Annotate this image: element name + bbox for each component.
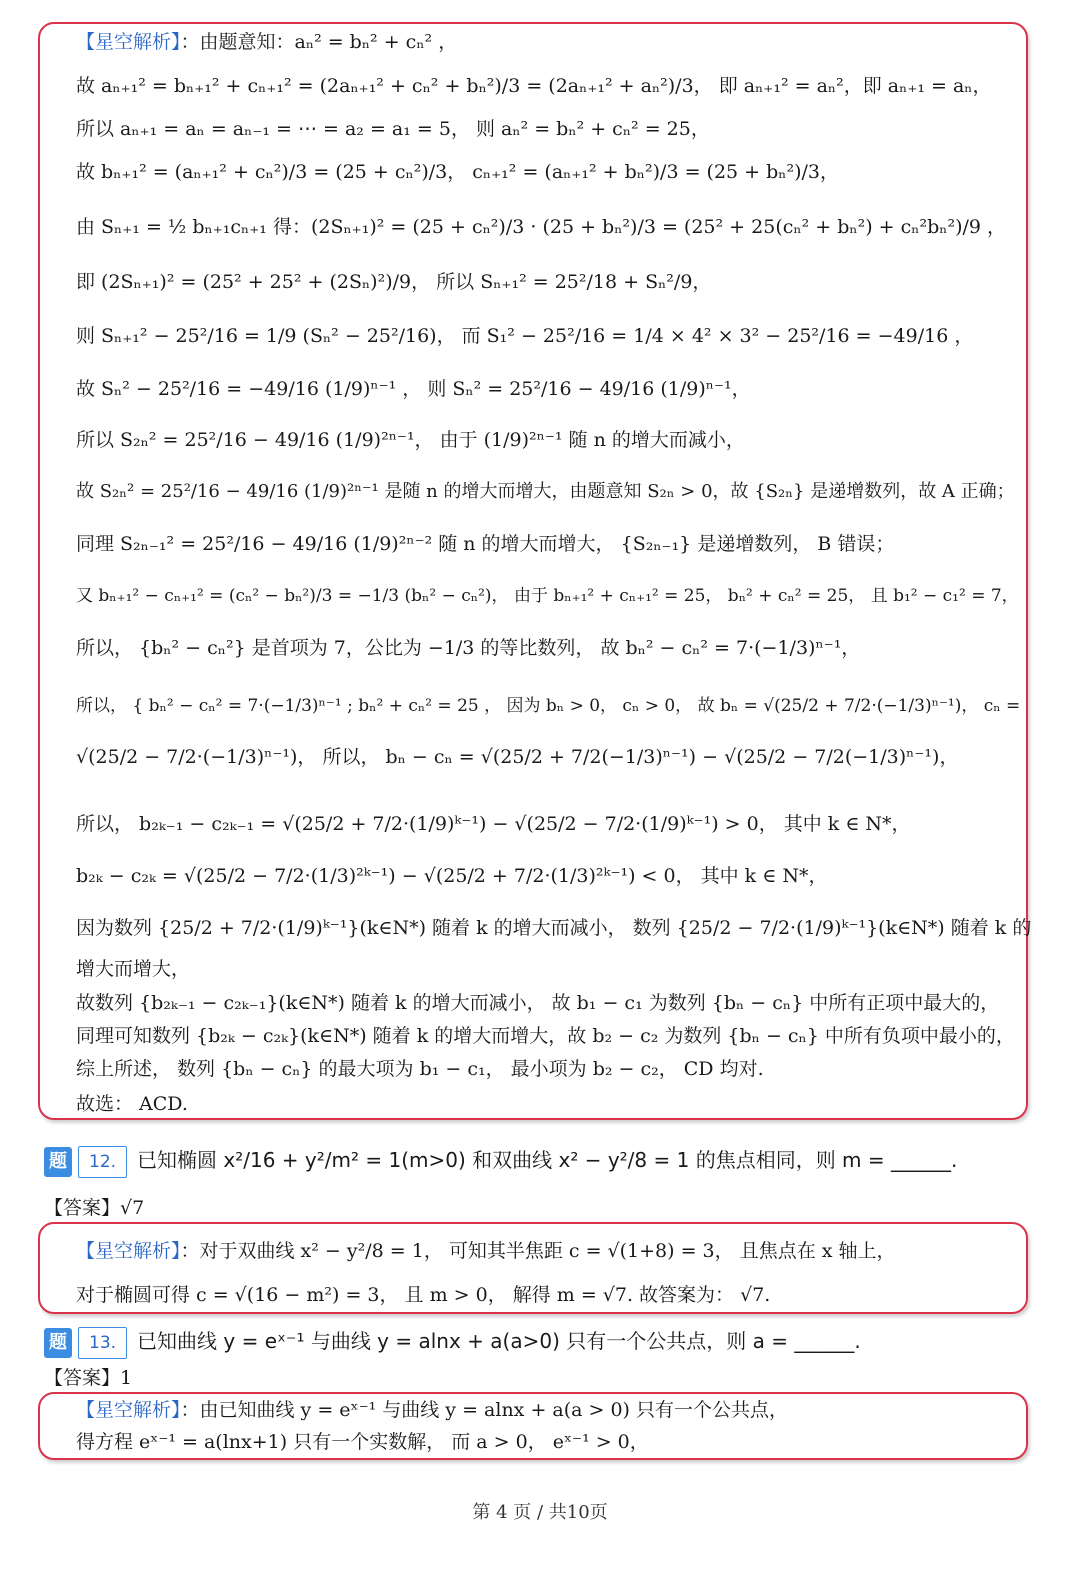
analysis-tag: 【星空解析】 — [76, 1240, 181, 1262]
solution-q11-line: 故 S₂ₙ² = 25²/16 − 49/16 (1/9)²ⁿ⁻¹ 是随 n 的增大而增大，由题意知 S₂ₙ > 0，故 {S₂ₙ} 是递增数列，故 A 正确； — [76, 481, 1015, 502]
solution-q11-line: b₂ₖ − c₂ₖ = √(25/2 − 7/2·(1/3)²ᵏ⁻¹) − √(25/2 + 7/2·(1/3)²ᵏ⁻¹) < 0， 其中 k ∈ N*， — [76, 865, 828, 887]
solution-q11-line: 综上所述， 数列 {bₙ − cₙ} 的最大项为 b₁ − c₁， 最小项为 b₂ − c₂， CD 均对. — [76, 1058, 764, 1080]
solution-q11-line: 故 aₙ₊₁² = bₙ₊₁² + cₙ₊₁² = (2aₙ₊₁² + cₙ² + bₙ²)/3 = (2aₙ₊₁² + aₙ²)/3， 即 aₙ₊₁² = aₙ²，即 aₙ₊₁ = aₙ， — [76, 75, 992, 97]
solution-q11-line: 所以 aₙ₊₁ = aₙ = aₙ₋₁ = ⋯ = a₂ = a₁ = 5， 则 aₙ² = bₙ² + cₙ² = 25， — [76, 118, 710, 140]
solution-q13-line: 得方程 eˣ⁻¹ = a(lnx+1) 只有一个实数解， 而 a > 0， eˣ⁻¹ > 0， — [76, 1431, 649, 1453]
answer-12 — [44, 1193, 144, 1220]
answer-13 — [44, 1363, 132, 1390]
solution-q11-line: 所以 S₂ₙ² = 25²/16 − 49/16 (1/9)²ⁿ⁻¹， 由于 (1/9)²ⁿ⁻¹ 随 n 的增大而减小， — [76, 429, 745, 451]
question-text: 已知曲线 y = eˣ⁻¹ 与曲线 y = alnx + a(a>0) 只有一个公共点，则 a = ______. — [137, 1329, 861, 1353]
solution-q12-line: 对于椭圆可得 c = √(16 − m²) = 3， 且 m > 0， 解得 m = √7. 故答案为： √7. — [76, 1284, 771, 1306]
question-13 — [44, 1326, 861, 1359]
solution-q13-line: 【星空解析】：由已知曲线 y = eˣ⁻¹ 与曲线 y = alnx + a(a > 0) 只有一个公共点， — [76, 1399, 789, 1421]
solution-q11-line: 因为数列 {25/2 + 7/2·(1/9)ᵏ⁻¹}(k∈N*) 随着 k 的增大而减小， 数列 {25/2 − 7/2·(1/9)ᵏ⁻¹}(k∈N*) 随着 k 的 — [76, 917, 1032, 939]
answer-label: 【答案】 — [44, 1367, 121, 1389]
solution-q11-line: 故 Sₙ² − 25²/16 = −49/16 (1/9)ⁿ⁻¹ ， 则 Sₙ² = 25²/16 − 49/16 (1/9)ⁿ⁻¹， — [76, 378, 751, 400]
solution-q11-line: 增大而增大， — [76, 958, 191, 980]
solution-q11-line: 则 Sₙ₊₁² − 25²/16 = 1/9 (Sₙ² − 25²/16)， 而 S₁² − 25²/16 = 1/4 × 4² × 3² − 25²/16 = −49/16 ， — [76, 325, 974, 347]
solution-q11-line: 同理可知数列 {b₂ₖ − c₂ₖ}(k∈N*) 随着 k 的增大而增大，故 b₂ − c₂ 为数列 {bₙ − cₙ} 中所有负项中最小的， — [76, 1025, 1015, 1047]
question-badge: 题 — [44, 1328, 72, 1358]
solution-q11-line: 即 (2Sₙ₊₁)² = (25² + 25² + (2Sₙ)²)/9， 所以 Sₙ₊₁² = 25²/18 + Sₙ²/9， — [76, 271, 712, 293]
question-text: 已知椭圆 x²/16 + y²/m² = 1(m>0) 和双曲线 x² − y²/8 = 1 的焦点相同，则 m = ______. — [137, 1148, 958, 1172]
analysis-tag: 【星空解析】 — [76, 1399, 181, 1421]
question-number: 13. — [78, 1327, 127, 1359]
solution-q11-line: 故 bₙ₊₁² = (aₙ₊₁² + cₙ²)/3 = (25 + cₙ²)/3， cₙ₊₁² = (aₙ₊₁² + bₙ²)/3 = (25 + bₙ²)/3， — [76, 161, 840, 183]
solution-q11-line: 所以， { bₙ² − cₙ² = 7·(−1/3)ⁿ⁻¹ ; bₙ² + cₙ² = 25 ， 因为 bₙ > 0， cₙ > 0， 故 bₙ = √(25/2 + 7/2·(−1/3)ⁿ⁻¹)， cₙ = — [76, 696, 1021, 716]
answer-value: √7 — [120, 1197, 145, 1219]
solution-q12-line: 【星空解析】：对于双曲线 x² − y²/8 = 1， 可知其半焦距 c = √(1+8) = 3， 且焦点在 x 轴上， — [76, 1240, 896, 1262]
solution-q11-line: 【星空解析】：由题意知：aₙ² = bₙ² + cₙ² ， — [76, 31, 458, 53]
analysis-tag: 【星空解析】 — [76, 31, 181, 53]
solution-q11-line: 故数列 {b₂ₖ₋₁ − c₂ₖ₋₁}(k∈N*) 随着 k 的增大而减小， 故 b₁ − c₁ 为数列 {bₙ − cₙ} 中所有正项中最大的， — [76, 992, 1000, 1014]
question-number: 12. — [78, 1146, 127, 1178]
solution-q11-line: 所以， {bₙ² − cₙ²} 是首项为 7，公比为 −1/3 的等比数列， 故 bₙ² − cₙ² = 7·(−1/3)ⁿ⁻¹， — [76, 637, 861, 659]
solution-q11-line: √(25/2 − 7/2·(−1/3)ⁿ⁻¹)， 所以， bₙ − cₙ = √(25/2 + 7/2(−1/3)ⁿ⁻¹) − √(25/2 − 7/2(−1/3)ⁿ⁻¹)， — [76, 746, 959, 768]
solution-q11-line: 所以， b₂ₖ₋₁ − c₂ₖ₋₁ = √(25/2 + 7/2·(1/9)ᵏ⁻¹) − √(25/2 − 7/2·(1/9)ᵏ⁻¹) > 0， 其中 k ∈ N*， — [76, 813, 911, 835]
answer-value: 1 — [120, 1367, 133, 1389]
solution-q11-line: 同理 S₂ₙ₋₁² = 25²/16 − 49/16 (1/9)²ⁿ⁻² 随 n 的增大而增大， {S₂ₙ₋₁} 是递增数列， B 错误； — [76, 533, 895, 555]
solution-q11-line: 由 Sₙ₊₁ = ½ bₙ₊₁cₙ₊₁ 得：(2Sₙ₊₁)² = (25 + cₙ²)/3 · (25 + bₙ²)/3 = (25² + 25(cₙ² + bₙ²) + cₙ²bₙ²)/9 ， — [76, 216, 1007, 238]
question-badge: 题 — [44, 1147, 72, 1177]
solution-q11-line: 故选： ACD. — [76, 1093, 188, 1115]
answer-label: 【答案】 — [44, 1197, 121, 1219]
solution-q11-line: 又 bₙ₊₁² − cₙ₊₁² = (cₙ² − bₙ²)/3 = −1/3 (bₙ² − cₙ²)， 由于 bₙ₊₁² + cₙ₊₁² = 25， bₙ² + cₙ² = 25， 且 b₁² − c₁² = 7， — [76, 586, 1019, 606]
question-12 — [44, 1145, 957, 1178]
page-footer: 第 4 页 / 共10页 — [472, 1502, 608, 1523]
